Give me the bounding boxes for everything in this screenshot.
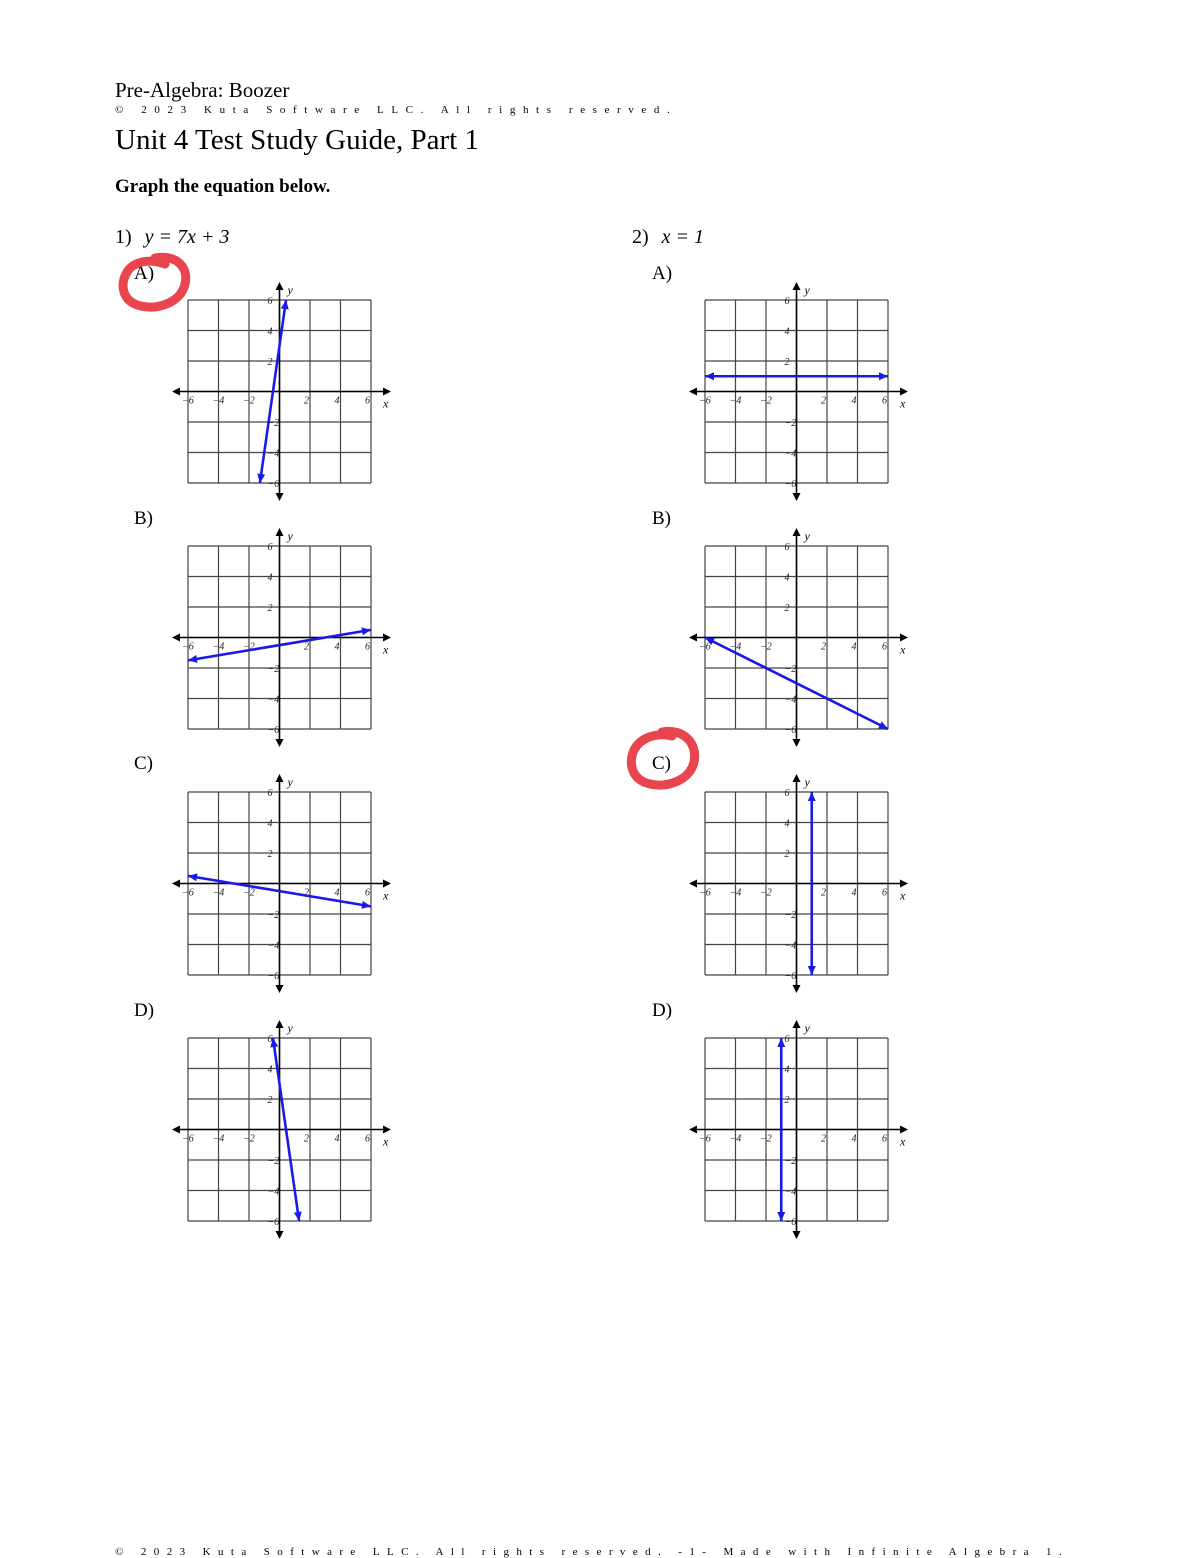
x-axis-name: x bbox=[900, 888, 906, 903]
x-axis-arrow-right bbox=[383, 1126, 391, 1134]
x-tick-label: 2 bbox=[821, 641, 826, 653]
x-tick-label: 4 bbox=[334, 1133, 340, 1145]
y-axis-arrow-down bbox=[276, 493, 284, 501]
y-tick-label: 2 bbox=[784, 1095, 790, 1106]
x-tick-label: −2 bbox=[243, 395, 255, 407]
y-tick-label: 2 bbox=[784, 603, 790, 614]
x-tick-label: 2 bbox=[821, 395, 826, 407]
y-tick-label: −4 bbox=[267, 448, 280, 460]
y-tick-label: −2 bbox=[784, 418, 797, 429]
x-tick-label: 6 bbox=[882, 887, 887, 899]
x-tick-label: 2 bbox=[304, 641, 309, 653]
x-tick-label: 4 bbox=[851, 641, 857, 653]
y-tick-label: −2 bbox=[267, 664, 280, 675]
y-tick-label: 2 bbox=[267, 1095, 273, 1106]
y-axis-arrow-down bbox=[276, 739, 284, 747]
x-tick-label: −6 bbox=[699, 641, 711, 653]
y-tick-label: 4 bbox=[784, 818, 790, 830]
q1-option-d-graph[interactable] bbox=[168, 1016, 398, 1246]
y-tick-label: 2 bbox=[784, 357, 790, 368]
x-axis-name: x bbox=[383, 396, 389, 411]
y-axis-arrow-down bbox=[793, 493, 801, 501]
x-axis-arrow-right bbox=[900, 388, 908, 396]
y-tick-label: 2 bbox=[784, 849, 790, 860]
y-axis-arrow-down bbox=[793, 739, 801, 747]
x-axis-arrow-left bbox=[689, 634, 697, 642]
line-arrow-end bbox=[879, 372, 888, 380]
question-1-label bbox=[115, 226, 229, 249]
y-tick-label: 4 bbox=[267, 1064, 273, 1076]
x-tick-label: −2 bbox=[760, 1133, 772, 1145]
x-tick-label: −6 bbox=[182, 395, 194, 407]
x-tick-label: −6 bbox=[182, 887, 194, 899]
x-tick-label: −2 bbox=[760, 395, 772, 407]
q1-option-d-label[interactable]: D) bbox=[134, 1000, 155, 1021]
y-tick-label: −6 bbox=[267, 971, 280, 982]
instruction-text: Graph the equation below. bbox=[115, 176, 331, 197]
x-tick-label: −2 bbox=[243, 641, 255, 653]
y-axis-arrow-up bbox=[276, 282, 284, 290]
x-axis-arrow-right bbox=[383, 880, 391, 888]
y-tick-label: 4 bbox=[267, 818, 273, 830]
y-tick-label: −4 bbox=[784, 448, 797, 460]
x-tick-label: −4 bbox=[729, 641, 742, 653]
y-tick-label: −4 bbox=[784, 1186, 797, 1198]
y-tick-label: −4 bbox=[784, 940, 797, 952]
x-tick-label: −6 bbox=[699, 1133, 711, 1145]
y-tick-label: 2 bbox=[267, 357, 273, 368]
x-axis-arrow-right bbox=[900, 634, 908, 642]
x-axis-arrow-right bbox=[900, 1126, 908, 1134]
y-tick-label: 4 bbox=[784, 326, 790, 338]
y-axis-name: y bbox=[804, 529, 810, 543]
x-tick-label: −6 bbox=[699, 887, 711, 899]
q1-option-b-graph[interactable] bbox=[168, 524, 398, 754]
x-tick-label: −6 bbox=[182, 1133, 194, 1145]
y-axis-arrow-down bbox=[793, 1231, 801, 1239]
y-axis-arrow-up bbox=[276, 774, 284, 782]
x-tick-label: 4 bbox=[334, 395, 340, 407]
y-axis-arrow-up bbox=[793, 774, 801, 782]
y-axis-arrow-up bbox=[793, 528, 801, 536]
q2-option-b-graph[interactable] bbox=[685, 524, 915, 754]
q1-option-a-graph[interactable] bbox=[168, 278, 398, 508]
y-tick-label: 2 bbox=[267, 603, 273, 614]
x-axis-arrow-left bbox=[689, 388, 697, 396]
x-tick-label: −4 bbox=[729, 395, 742, 407]
y-axis-name: y bbox=[287, 775, 293, 789]
x-tick-label: −4 bbox=[212, 1133, 225, 1145]
x-tick-label: 2 bbox=[821, 887, 826, 899]
y-tick-label: 6 bbox=[267, 542, 273, 553]
x-tick-label: −4 bbox=[212, 641, 225, 653]
x-axis-name: x bbox=[383, 1134, 389, 1149]
x-tick-label: 4 bbox=[334, 641, 340, 653]
x-tick-label: 6 bbox=[365, 1133, 370, 1145]
x-axis-arrow-right bbox=[900, 880, 908, 888]
y-axis-name: y bbox=[287, 529, 293, 543]
y-tick-label: −4 bbox=[267, 694, 280, 706]
x-tick-label: 6 bbox=[882, 395, 887, 407]
y-tick-label: 6 bbox=[267, 1034, 273, 1045]
line-arrow-start bbox=[808, 966, 816, 975]
y-axis-name: y bbox=[804, 1021, 810, 1035]
question-1-number: 1) bbox=[115, 226, 132, 248]
x-tick-label: −2 bbox=[243, 887, 255, 899]
y-tick-label: 4 bbox=[267, 326, 273, 338]
y-axis-name: y bbox=[287, 1021, 293, 1035]
y-tick-label: −6 bbox=[267, 479, 280, 490]
x-tick-label: 4 bbox=[851, 395, 857, 407]
page-title: Unit 4 Test Study Guide, Part 1 bbox=[115, 124, 479, 156]
x-tick-label: −6 bbox=[182, 641, 194, 653]
q2-option-d-graph[interactable] bbox=[685, 1016, 915, 1246]
y-tick-label: 6 bbox=[267, 788, 273, 799]
y-tick-label: 6 bbox=[784, 542, 790, 553]
line-arrow-end bbox=[808, 792, 816, 801]
x-axis-name: x bbox=[900, 396, 906, 411]
q2-option-a-label[interactable]: A) bbox=[652, 263, 673, 284]
x-tick-label: 6 bbox=[882, 641, 887, 653]
x-tick-label: −4 bbox=[212, 887, 225, 899]
q2-option-b-label[interactable]: B) bbox=[652, 508, 671, 529]
x-tick-label: 6 bbox=[365, 641, 370, 653]
y-axis-name: y bbox=[804, 283, 810, 297]
question-1-equation: y = 7x + 3 bbox=[144, 226, 230, 248]
x-tick-label: −2 bbox=[760, 641, 772, 653]
q1-option-a-label[interactable]: A) bbox=[134, 263, 155, 284]
x-axis-arrow-left bbox=[172, 1126, 180, 1134]
y-tick-label: −6 bbox=[267, 1217, 280, 1228]
y-tick-label: 6 bbox=[267, 296, 273, 307]
page-footer: © 2023 Kuta Software LLC. All rights reserved. -1- Made with Infinite Algebra 1. bbox=[115, 1546, 1070, 1558]
course-name: Pre-Algebra: Boozer bbox=[115, 78, 290, 102]
y-tick-label: −6 bbox=[784, 479, 797, 490]
x-tick-label: 2 bbox=[304, 395, 309, 407]
y-tick-label: −6 bbox=[784, 971, 797, 982]
x-tick-label: 6 bbox=[365, 887, 370, 899]
q1-option-b-label[interactable]: B) bbox=[134, 508, 153, 529]
y-tick-label: −6 bbox=[267, 725, 280, 736]
y-axis-name: y bbox=[804, 775, 810, 789]
question-2-label bbox=[632, 226, 704, 249]
y-axis-name: y bbox=[287, 283, 293, 297]
y-tick-label: −2 bbox=[267, 418, 280, 429]
x-axis-name: x bbox=[900, 642, 906, 657]
y-tick-label: 2 bbox=[267, 849, 273, 860]
x-tick-label: 2 bbox=[304, 887, 309, 899]
y-tick-label: −2 bbox=[267, 910, 280, 921]
x-axis-arrow-right bbox=[383, 388, 391, 396]
y-tick-label: −2 bbox=[784, 910, 797, 921]
x-tick-label: 6 bbox=[882, 1133, 887, 1145]
y-tick-label: −4 bbox=[267, 940, 280, 952]
x-tick-label: −4 bbox=[729, 887, 742, 899]
y-axis-arrow-up bbox=[276, 528, 284, 536]
y-tick-label: 4 bbox=[784, 572, 790, 584]
q1-option-c-label[interactable]: C) bbox=[134, 753, 153, 774]
y-axis-arrow-down bbox=[793, 985, 801, 993]
y-tick-label: −4 bbox=[267, 1186, 280, 1198]
x-tick-label: 2 bbox=[821, 1133, 826, 1145]
x-tick-label: 4 bbox=[334, 887, 340, 899]
x-axis-arrow-left bbox=[689, 880, 697, 888]
x-tick-label: 2 bbox=[304, 1133, 309, 1145]
x-tick-label: −4 bbox=[729, 1133, 742, 1145]
q2-option-d-label[interactable]: D) bbox=[652, 1000, 673, 1021]
q2-option-c-graph[interactable] bbox=[685, 770, 915, 1000]
x-tick-label: 4 bbox=[851, 887, 857, 899]
x-axis-arrow-left bbox=[172, 880, 180, 888]
y-tick-label: −6 bbox=[784, 725, 797, 736]
x-axis-arrow-left bbox=[689, 1126, 697, 1134]
x-tick-label: −2 bbox=[243, 1133, 255, 1145]
line-arrow-start bbox=[705, 372, 714, 380]
q2-option-a-graph[interactable] bbox=[685, 278, 915, 508]
y-tick-label: −4 bbox=[784, 694, 797, 706]
x-tick-label: −2 bbox=[760, 887, 772, 899]
q2-option-c-label[interactable]: C) bbox=[652, 753, 671, 774]
x-axis-name: x bbox=[383, 642, 389, 657]
x-axis-arrow-left bbox=[172, 634, 180, 642]
y-tick-label: 6 bbox=[784, 1034, 790, 1045]
x-tick-label: 6 bbox=[365, 395, 370, 407]
x-tick-label: −6 bbox=[699, 395, 711, 407]
y-axis-arrow-up bbox=[793, 282, 801, 290]
y-axis-arrow-up bbox=[793, 1020, 801, 1028]
question-2-equation: x = 1 bbox=[661, 226, 705, 248]
x-axis-name: x bbox=[900, 1134, 906, 1149]
x-axis-arrow-left bbox=[172, 388, 180, 396]
x-axis-arrow-right bbox=[383, 634, 391, 642]
q1-option-c-graph[interactable] bbox=[168, 770, 398, 1000]
y-axis-arrow-down bbox=[276, 985, 284, 993]
question-2-number: 2) bbox=[632, 226, 649, 248]
y-axis-arrow-down bbox=[276, 1231, 284, 1239]
x-tick-label: −4 bbox=[212, 395, 225, 407]
y-tick-label: −6 bbox=[784, 1217, 797, 1228]
y-tick-label: 6 bbox=[784, 788, 790, 799]
x-axis-name: x bbox=[383, 888, 389, 903]
y-tick-label: 6 bbox=[784, 296, 790, 307]
x-tick-label: 4 bbox=[851, 1133, 857, 1145]
copyright-notice: © 2023 Kuta Software LLC. All rights reserved. bbox=[115, 104, 678, 116]
y-tick-label: −2 bbox=[784, 664, 797, 675]
y-tick-label: −2 bbox=[784, 1156, 797, 1167]
y-tick-label: 4 bbox=[267, 572, 273, 584]
y-axis-arrow-up bbox=[276, 1020, 284, 1028]
y-tick-label: 4 bbox=[784, 1064, 790, 1076]
y-tick-label: −2 bbox=[267, 1156, 280, 1167]
